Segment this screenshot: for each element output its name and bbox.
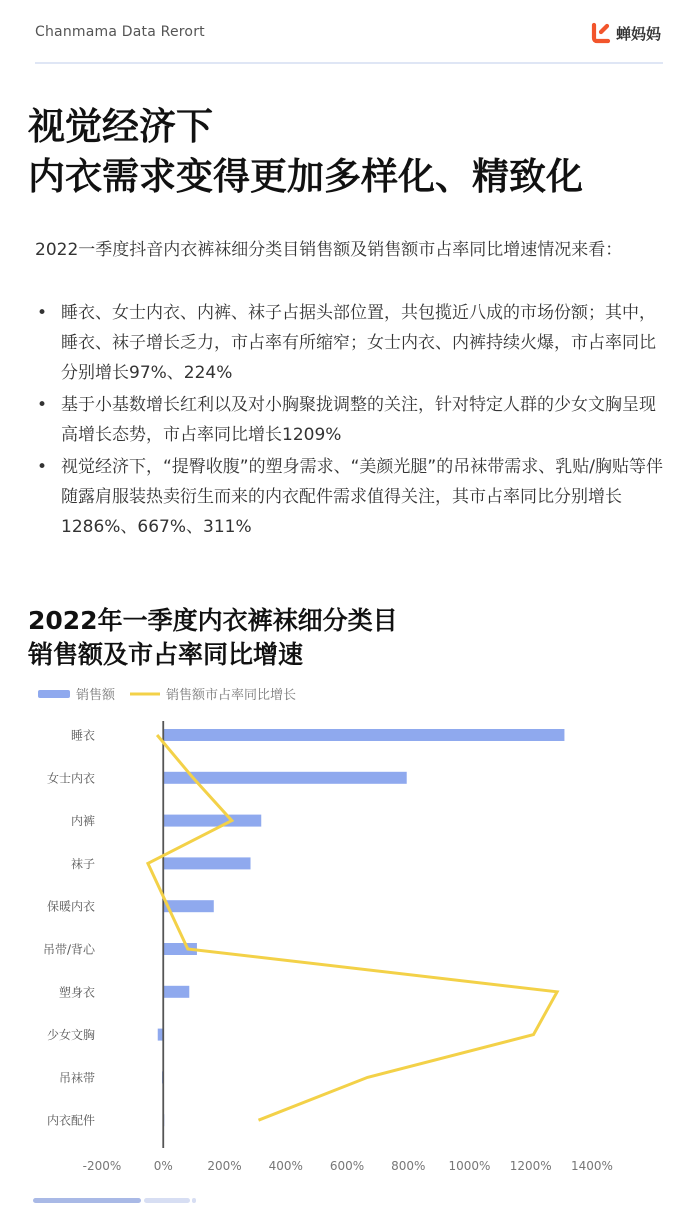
x-tick-label: 1400% <box>571 1159 613 1173</box>
insight-item <box>35 452 665 542</box>
category-label: 内衣配件 <box>46 1113 95 1128</box>
scroll-indicator <box>144 1198 190 1203</box>
bar-6 <box>163 986 189 998</box>
bar-1 <box>163 772 406 784</box>
x-tick-label: -200% <box>82 1159 122 1173</box>
bar-0 <box>163 729 564 741</box>
bullet-icon: • <box>37 395 48 415</box>
category-label: 少女文胸 <box>46 1028 95 1043</box>
insight-list <box>35 298 665 544</box>
category-label: 塑身衣 <box>58 985 95 1000</box>
bar-3 <box>163 857 250 869</box>
insight-text: 基于小基数增长红利以及对小胸聚拢调整的关注，针对特定人群的少女文胸呈现高增长态势，市占率同比增长1209% <box>61 395 656 445</box>
headline-line-1: 视觉经济下 <box>28 105 213 148</box>
x-tick-label: 400% <box>268 1159 303 1173</box>
category-label: 睡衣 <box>70 728 95 743</box>
header-divider <box>35 62 663 64</box>
category-label: 女士内衣 <box>46 771 95 786</box>
category-label: 内裤 <box>70 814 95 829</box>
report-title: Chanmama Data Rerort <box>35 24 205 40</box>
category-label: 吊带/背心 <box>42 942 95 957</box>
bullet-icon: • <box>37 457 48 477</box>
brand-name: 蝉妈妈 <box>615 24 661 43</box>
legend-swatch-sales <box>38 690 70 698</box>
x-tick-label: 800% <box>391 1159 426 1173</box>
intro-text: 2022一季度抖音内衣裤袜细分类目销售额及销售额市占率同比增速情况来看： <box>35 240 623 260</box>
page-headline <box>28 102 678 202</box>
insight-item <box>35 390 665 450</box>
legend-label-sales: 销售额 <box>76 688 116 703</box>
x-tick-label: 0% <box>153 1159 173 1173</box>
x-tick-label: 600% <box>329 1159 365 1173</box>
category-label: 保暖内衣 <box>46 899 95 914</box>
chart-title-line-1: 2022年一季度内衣裤袜细分类目 <box>28 606 398 635</box>
report-header <box>0 0 699 64</box>
bullet-icon: • <box>37 303 48 323</box>
chart-title-line-2: 销售额及市占率同比增速 <box>28 640 304 669</box>
x-tick-label: 200% <box>207 1159 242 1173</box>
insight-text: 睡衣、女士内衣、内裤、袜子占据头部位置，共包揽近八成的市场份额；其中，睡衣、袜子增长乏力，市占率有所缩窄；女士内衣、内裤持续火爆，市占率同比分别增长97%、224% <box>61 303 656 383</box>
bar-2 <box>163 815 261 827</box>
chart-title <box>28 604 668 672</box>
brand <box>590 22 661 44</box>
scroll-indicator <box>192 1198 196 1203</box>
category-growth-chart <box>0 676 699 1181</box>
brand-logo-icon <box>590 22 612 44</box>
insight-item <box>35 298 665 388</box>
insight-text: 视觉经济下，“提臀收腹”的塑身需求、“美颜光腿”的吊袜带需求、乳贴/胸贴等伴随露肩服装热卖衍生而来的内衣配件需求值得关注，其市占率同比分别增长1286%、667%、311% <box>61 457 663 537</box>
category-label: 吊袜带 <box>58 1070 95 1085</box>
legend-label-growth: 销售额市占率同比增长 <box>166 688 297 703</box>
category-label: 袜子 <box>70 856 95 871</box>
scroll-indicator <box>33 1198 141 1203</box>
headline-line-2: 内衣需求变得更加多样化、精致化 <box>28 155 583 198</box>
x-tick-label: 1200% <box>509 1159 552 1173</box>
growth-line <box>148 735 557 1120</box>
x-tick-label: 1000% <box>448 1159 491 1173</box>
